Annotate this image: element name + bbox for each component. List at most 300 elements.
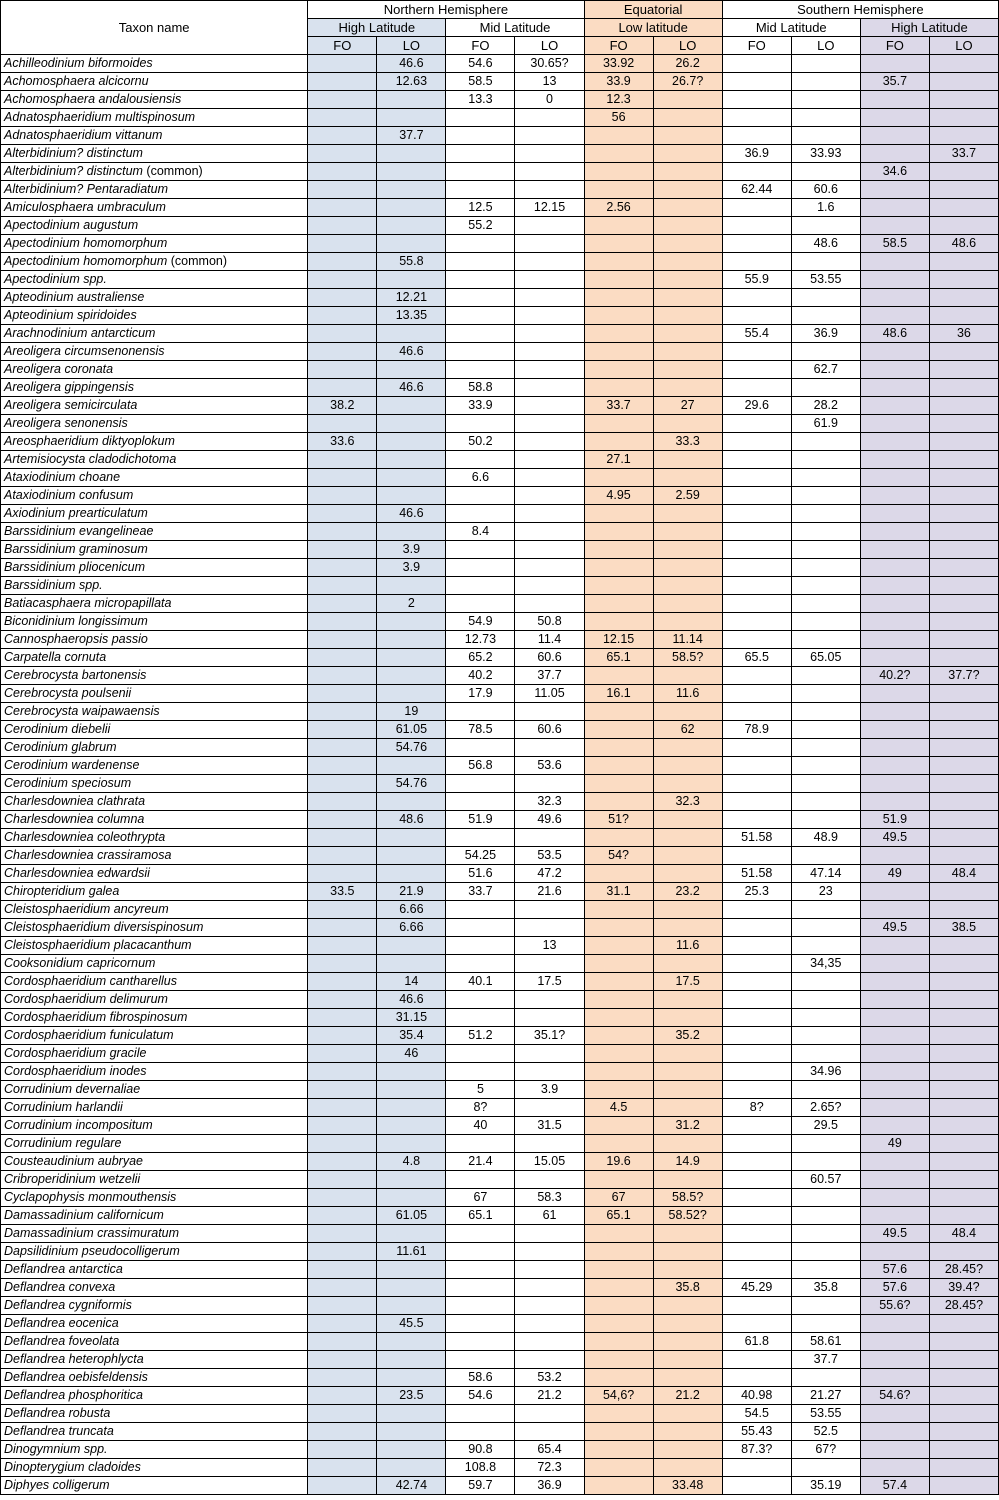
value-cell (791, 127, 860, 145)
value-cell (377, 1351, 446, 1369)
value-cell (722, 1261, 791, 1279)
taxon-name-cell (1, 289, 308, 307)
taxon-name-cell (1, 181, 308, 199)
value-cell (653, 847, 722, 865)
value-cell (515, 1243, 584, 1261)
table-row (1, 307, 999, 325)
value-cell (791, 73, 860, 91)
value-cell (722, 1171, 791, 1189)
value-cell: 36.9 (722, 145, 791, 163)
value-cell (653, 541, 722, 559)
value-cell: 31.5 (515, 1117, 584, 1135)
value-cell (860, 217, 929, 235)
value-cell (377, 649, 446, 667)
table-row (1, 757, 999, 775)
column-header: LO (929, 37, 998, 55)
taxon-name: Cordosphaeridium inodes (4, 1064, 147, 1078)
value-cell: 67 (584, 1189, 653, 1207)
value-cell (860, 1405, 929, 1423)
value-cell (584, 145, 653, 163)
value-cell (446, 1225, 515, 1243)
value-cell (515, 523, 584, 541)
value-cell (791, 289, 860, 307)
value-cell: 55.43 (722, 1423, 791, 1441)
value-cell (377, 145, 446, 163)
taxon-name: Cleistosphaeridium diversispinosum (4, 920, 204, 934)
value-cell: 40 (446, 1117, 515, 1135)
value-cell: 33.5 (308, 883, 377, 901)
value-cell (377, 1225, 446, 1243)
value-cell (653, 199, 722, 217)
value-cell (446, 163, 515, 181)
table-row (1, 199, 999, 217)
table-row (1, 145, 999, 163)
value-cell (860, 1171, 929, 1189)
value-cell (860, 109, 929, 127)
column-header: FO (722, 37, 791, 55)
value-cell (584, 1405, 653, 1423)
column-header: LO (515, 37, 584, 55)
value-cell (860, 739, 929, 757)
value-cell: 19.6 (584, 1153, 653, 1171)
value-cell (929, 109, 998, 127)
taxon-name: Apteodinium spiridoides (4, 308, 137, 322)
value-cell (584, 829, 653, 847)
value-cell (653, 1135, 722, 1153)
value-cell: 48.6 (791, 235, 860, 253)
taxon-name-cell (1, 1207, 308, 1225)
value-cell: 35.4 (377, 1027, 446, 1045)
value-cell (722, 1117, 791, 1135)
taxon-name-cell (1, 901, 308, 919)
value-cell (515, 325, 584, 343)
value-cell (653, 1171, 722, 1189)
value-cell (791, 343, 860, 361)
taxon-name: Areoligera senonensis (4, 416, 128, 430)
taxon-name: Apectodinium homomorphum (4, 236, 168, 250)
table-row (1, 1063, 999, 1081)
value-cell: 26.2 (653, 55, 722, 73)
value-cell: 54.6? (860, 1387, 929, 1405)
value-cell (515, 1423, 584, 1441)
value-cell (377, 451, 446, 469)
table-row (1, 379, 999, 397)
value-cell (791, 55, 860, 73)
value-cell (860, 631, 929, 649)
value-cell (584, 325, 653, 343)
value-cell (584, 415, 653, 433)
value-cell (308, 1387, 377, 1405)
value-cell (515, 397, 584, 415)
value-cell (377, 1423, 446, 1441)
value-cell (446, 145, 515, 163)
value-cell (377, 523, 446, 541)
taxon-name: Cerodinium diebelii (4, 722, 111, 736)
value-cell (308, 829, 377, 847)
value-cell (377, 1459, 446, 1477)
table-row (1, 1423, 999, 1441)
value-cell (308, 1027, 377, 1045)
taxon-name-cell (1, 1459, 308, 1477)
value-cell (860, 289, 929, 307)
value-cell: 90.8 (446, 1441, 515, 1459)
taxon-name: Ataxiodinium confusum (4, 488, 134, 502)
value-cell (860, 757, 929, 775)
taxon-name: Deflandrea cygniformis (4, 1298, 132, 1312)
table-row (1, 181, 999, 199)
value-cell (308, 469, 377, 487)
value-cell: 11.61 (377, 1243, 446, 1261)
value-cell (791, 1297, 860, 1315)
value-cell (515, 415, 584, 433)
taxon-name: Damassadinium californicum (4, 1208, 164, 1222)
taxon-name-cell (1, 721, 308, 739)
table-row (1, 433, 999, 451)
value-cell (791, 1243, 860, 1261)
value-cell: 72.3 (515, 1459, 584, 1477)
value-cell (377, 667, 446, 685)
value-cell: 33.9 (584, 73, 653, 91)
table-row (1, 847, 999, 865)
value-cell (860, 937, 929, 955)
taxon-name: Cerodinium glabrum (4, 740, 117, 754)
value-cell (860, 361, 929, 379)
value-cell (929, 451, 998, 469)
table-row (1, 991, 999, 1009)
value-cell (446, 595, 515, 613)
table-row (1, 163, 999, 181)
value-cell (446, 1171, 515, 1189)
value-cell: 55.4 (722, 325, 791, 343)
value-cell (446, 1243, 515, 1261)
value-cell (446, 1135, 515, 1153)
table-row (1, 919, 999, 937)
value-cell (860, 1081, 929, 1099)
value-cell (584, 613, 653, 631)
value-cell (860, 415, 929, 433)
taxon-name: Areoligera circumsenonensis (4, 344, 165, 358)
value-cell (929, 1009, 998, 1027)
table-row (1, 1477, 999, 1495)
taxon-name-cell (1, 793, 308, 811)
value-cell: 3.9 (377, 559, 446, 577)
value-cell (722, 1297, 791, 1315)
value-cell (584, 1135, 653, 1153)
value-cell: 12.15 (584, 631, 653, 649)
value-cell (584, 1171, 653, 1189)
value-cell: 27 (653, 397, 722, 415)
value-cell (860, 1243, 929, 1261)
taxon-name: Arachnodinium antarcticum (4, 326, 156, 340)
value-cell (446, 325, 515, 343)
taxon-name-cell (1, 919, 308, 937)
value-cell (446, 271, 515, 289)
table-row (1, 703, 999, 721)
table-row (1, 955, 999, 973)
taxon-name-cell (1, 613, 308, 631)
value-cell: 11.6 (653, 685, 722, 703)
taxon-name: Deflandrea robusta (4, 1406, 111, 1420)
value-cell (653, 901, 722, 919)
value-cell (584, 163, 653, 181)
table-row (1, 865, 999, 883)
value-cell (791, 1027, 860, 1045)
value-cell: 6.66 (377, 919, 446, 937)
value-cell (722, 1045, 791, 1063)
value-cell (377, 361, 446, 379)
taxon-name: Cooksonidium capricornum (4, 956, 156, 970)
value-cell (584, 541, 653, 559)
table-row (1, 1045, 999, 1063)
value-cell: 58.6 (446, 1369, 515, 1387)
value-cell (308, 919, 377, 937)
value-cell (653, 775, 722, 793)
table-row (1, 1369, 999, 1387)
value-cell (446, 1063, 515, 1081)
value-cell: 12.5 (446, 199, 515, 217)
value-cell (446, 1009, 515, 1027)
value-cell (929, 1315, 998, 1333)
value-cell: 46.6 (377, 343, 446, 361)
value-cell: 56 (584, 109, 653, 127)
value-cell: 61.9 (791, 415, 860, 433)
value-cell: 8? (446, 1099, 515, 1117)
value-cell (515, 127, 584, 145)
value-cell (308, 1297, 377, 1315)
subgroup-header: High Latitude (860, 19, 998, 37)
value-cell (722, 1351, 791, 1369)
taxon-name-cell (1, 235, 308, 253)
value-cell (722, 973, 791, 991)
value-cell (308, 1441, 377, 1459)
value-cell: 11.05 (515, 685, 584, 703)
value-cell: 46 (377, 1045, 446, 1063)
value-cell (446, 343, 515, 361)
value-cell (860, 145, 929, 163)
value-cell: 55.9 (722, 271, 791, 289)
value-cell (860, 271, 929, 289)
value-cell (722, 217, 791, 235)
taxon-name-cell (1, 1153, 308, 1171)
taxon-name: Alterbidinium? distinctum (4, 146, 143, 160)
value-cell (929, 1441, 998, 1459)
value-cell (929, 1207, 998, 1225)
value-cell (584, 379, 653, 397)
value-cell (446, 415, 515, 433)
value-cell (860, 1315, 929, 1333)
value-cell: 34.96 (791, 1063, 860, 1081)
value-cell (584, 1081, 653, 1099)
value-cell: 51.58 (722, 865, 791, 883)
value-cell (377, 1441, 446, 1459)
value-cell (584, 469, 653, 487)
value-cell (860, 559, 929, 577)
value-cell (929, 1153, 998, 1171)
value-cell: 54.5 (722, 1405, 791, 1423)
value-cell (791, 487, 860, 505)
table-row (1, 793, 999, 811)
value-cell (308, 145, 377, 163)
value-cell (722, 109, 791, 127)
value-cell (584, 1351, 653, 1369)
value-cell (584, 757, 653, 775)
taxon-name: Deflandrea oebisfeldensis (4, 1370, 148, 1384)
value-cell: 28.45? (929, 1297, 998, 1315)
value-cell: 21.9 (377, 883, 446, 901)
table-row (1, 1117, 999, 1135)
taxon-name-cell (1, 865, 308, 883)
value-cell (791, 973, 860, 991)
value-cell (584, 1063, 653, 1081)
value-cell (860, 1189, 929, 1207)
table-row (1, 595, 999, 613)
taxon-name: Corrudinium harlandii (4, 1100, 123, 1114)
value-cell: 35.7 (860, 73, 929, 91)
value-cell (929, 1117, 998, 1135)
value-cell: 25.3 (722, 883, 791, 901)
table-row (1, 415, 999, 433)
value-cell (308, 1477, 377, 1495)
taxon-name-cell (1, 127, 308, 145)
taxon-name-cell (1, 1081, 308, 1099)
taxon-name-cell (1, 109, 308, 127)
value-cell (515, 433, 584, 451)
value-cell (515, 559, 584, 577)
taxon-name: Charlesdowniea columna (4, 812, 145, 826)
value-cell (722, 847, 791, 865)
value-cell (377, 865, 446, 883)
taxon-name-cell (1, 1117, 308, 1135)
value-cell (653, 991, 722, 1009)
value-cell (791, 685, 860, 703)
taxon-name: Amiculosphaera umbraculum (4, 200, 166, 214)
value-cell: 35.8 (653, 1279, 722, 1297)
value-cell (722, 1477, 791, 1495)
value-cell (722, 361, 791, 379)
value-cell (722, 1081, 791, 1099)
value-cell: 62.44 (722, 181, 791, 199)
value-cell (929, 775, 998, 793)
value-cell (377, 199, 446, 217)
value-cell: 1.6 (791, 199, 860, 217)
value-cell (377, 469, 446, 487)
value-cell (515, 181, 584, 199)
value-cell: 58.61 (791, 1333, 860, 1351)
value-cell (929, 541, 998, 559)
column-header: FO (446, 37, 515, 55)
value-cell (515, 253, 584, 271)
value-cell (653, 739, 722, 757)
value-cell (308, 253, 377, 271)
value-cell: 21.2 (653, 1387, 722, 1405)
value-cell (929, 361, 998, 379)
value-cell (860, 1009, 929, 1027)
taxon-name-cell (1, 955, 308, 973)
value-cell (377, 1297, 446, 1315)
value-cell (722, 55, 791, 73)
value-cell (929, 505, 998, 523)
value-cell: 61.05 (377, 1207, 446, 1225)
value-cell (515, 1279, 584, 1297)
taxon-name-cell (1, 991, 308, 1009)
value-cell: 2 (377, 595, 446, 613)
value-cell (860, 1369, 929, 1387)
value-cell: 13 (515, 937, 584, 955)
column-header: FO (584, 37, 653, 55)
value-cell: 48.9 (791, 829, 860, 847)
table-row (1, 937, 999, 955)
taxon-name: Barssidinium evangelineae (4, 524, 154, 538)
value-cell (515, 991, 584, 1009)
value-cell (515, 271, 584, 289)
table-row (1, 127, 999, 145)
value-cell (791, 577, 860, 595)
taxon-name-cell (1, 667, 308, 685)
value-cell (929, 811, 998, 829)
taxon-name: Cribroperidinium wetzelii (4, 1172, 141, 1186)
value-cell (515, 289, 584, 307)
taxon-name: Barssidinium graminosum (4, 542, 148, 556)
value-cell (653, 253, 722, 271)
value-cell (308, 1135, 377, 1153)
value-cell (929, 523, 998, 541)
taxon-name: Achomosphaera alcicornu (4, 74, 149, 88)
value-cell (515, 505, 584, 523)
value-cell (722, 1135, 791, 1153)
value-cell (929, 1045, 998, 1063)
value-cell (584, 937, 653, 955)
value-cell (584, 235, 653, 253)
value-cell: 53.5 (515, 847, 584, 865)
value-cell: 51.2 (446, 1027, 515, 1045)
value-cell (446, 253, 515, 271)
value-cell (446, 1261, 515, 1279)
value-cell (860, 343, 929, 361)
value-cell (860, 127, 929, 145)
value-cell: 78.9 (722, 721, 791, 739)
value-cell: 58.52? (653, 1207, 722, 1225)
table-row (1, 1153, 999, 1171)
table-row (1, 775, 999, 793)
value-cell (308, 109, 377, 127)
value-cell: 55.2 (446, 217, 515, 235)
taxon-name: Areoligera semicirculata (4, 398, 138, 412)
value-cell: 60.57 (791, 1171, 860, 1189)
value-cell (446, 505, 515, 523)
taxon-name-cell (1, 1279, 308, 1297)
value-cell (446, 307, 515, 325)
value-cell (446, 937, 515, 955)
value-cell (791, 469, 860, 487)
value-cell (308, 289, 377, 307)
value-cell: 53.6 (515, 757, 584, 775)
value-cell: 67 (446, 1189, 515, 1207)
taxon-name-header: Taxon name (1, 1, 308, 55)
value-cell (722, 937, 791, 955)
value-cell (929, 649, 998, 667)
value-cell: 2.56 (584, 199, 653, 217)
value-cell: 36.9 (791, 325, 860, 343)
value-cell (860, 1351, 929, 1369)
value-cell: 34.6 (860, 163, 929, 181)
value-cell: 33.92 (584, 55, 653, 73)
value-cell: 65.05 (791, 649, 860, 667)
value-cell (929, 1063, 998, 1081)
value-cell: 4.8 (377, 1153, 446, 1171)
value-cell (584, 721, 653, 739)
value-cell (860, 973, 929, 991)
value-cell (860, 1027, 929, 1045)
